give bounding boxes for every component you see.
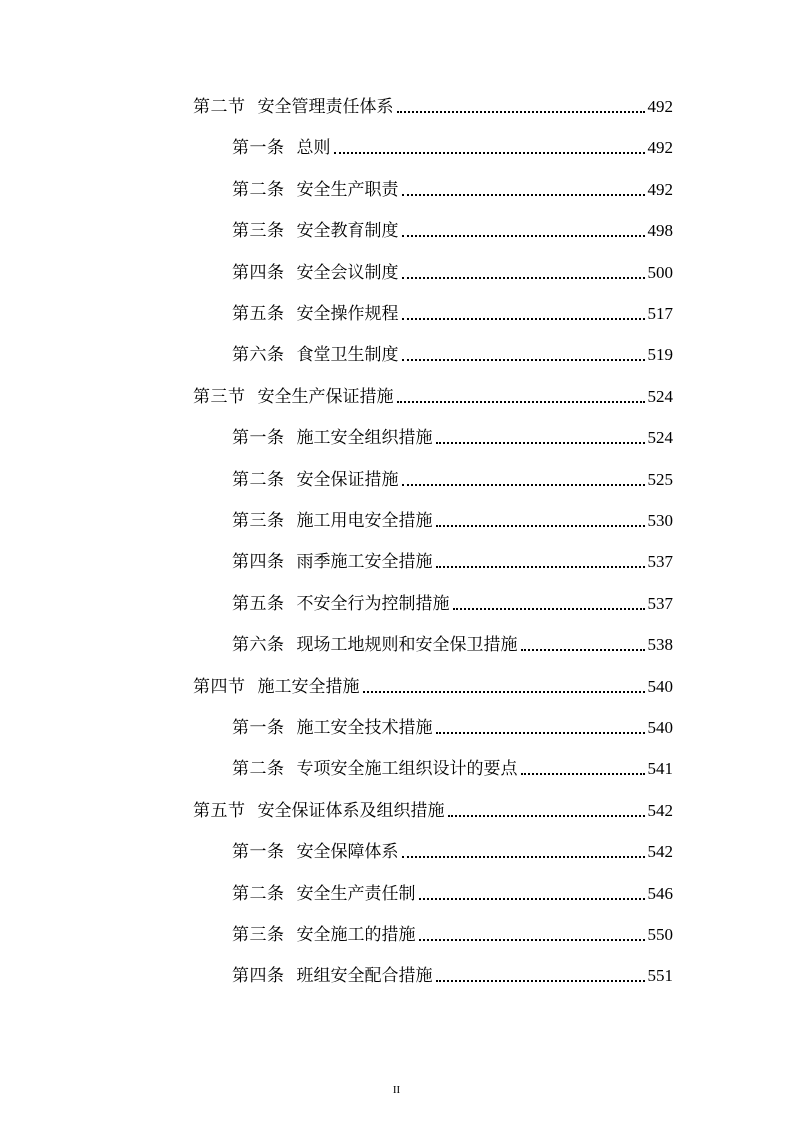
toc-section-3[interactable] — [193, 379, 673, 407]
dot-leader — [334, 152, 645, 154]
dot-leader — [402, 277, 645, 279]
toc-entry-title: 安全保证措施 — [296, 469, 399, 490]
toc-entry-page: 525 — [647, 469, 673, 489]
toc-entry-number: 第六条 — [232, 345, 285, 366]
toc-entry-title: 施工安全组织措施 — [296, 428, 433, 449]
toc-entry-number: 第四条 — [232, 966, 285, 987]
page-number: II — [392, 1084, 401, 1096]
toc-section-2[interactable] — [193, 89, 673, 117]
toc-entry-page: 492 — [647, 138, 673, 158]
toc-entry-number: 第四条 — [232, 552, 285, 573]
toc-entry-number: 第四节 — [193, 676, 246, 697]
dot-leader — [436, 566, 645, 568]
toc-article-5[interactable] — [232, 296, 673, 324]
toc-entry-number: 第二条 — [232, 469, 285, 490]
dot-leader — [402, 359, 645, 361]
toc-entry-title: 专项安全施工组织设计的要点 — [296, 759, 518, 780]
dot-leader — [397, 401, 645, 403]
dot-leader — [402, 235, 645, 237]
toc-article-4[interactable] — [232, 958, 673, 986]
toc-article-3[interactable] — [232, 503, 673, 531]
dot-leader — [363, 691, 645, 693]
toc-entry-page: 538 — [647, 635, 673, 655]
dot-leader — [419, 939, 645, 941]
toc-entry-number: 第一条 — [232, 138, 285, 159]
toc-article-5[interactable] — [232, 586, 673, 614]
toc-article-1[interactable] — [232, 130, 673, 158]
dot-leader — [397, 111, 645, 113]
toc-entry-page: 498 — [647, 221, 673, 241]
toc-entry-title: 安全生产职责 — [296, 179, 399, 200]
dot-leader — [436, 732, 645, 734]
dot-leader — [419, 898, 645, 900]
toc-article-3[interactable] — [232, 917, 673, 945]
toc-entry-title: 安全保障体系 — [296, 842, 399, 863]
toc-article-2[interactable] — [232, 751, 673, 779]
toc-entry-number: 第二条 — [232, 179, 285, 200]
toc-entry-title: 施工安全措施 — [257, 676, 360, 697]
toc-article-1[interactable] — [232, 420, 673, 448]
toc-entry-title: 安全会议制度 — [296, 262, 399, 283]
toc-entry-number: 第一条 — [232, 842, 285, 863]
toc-entry-title: 雨季施工安全措施 — [296, 552, 433, 573]
toc-entry-number: 第三条 — [232, 925, 285, 945]
toc-entry-page: 542 — [647, 800, 673, 820]
toc-entry-page: 530 — [647, 511, 673, 530]
toc-entry-page: 546 — [647, 883, 673, 903]
toc-article-2[interactable] — [232, 172, 673, 200]
toc-entry-page: 517 — [647, 304, 673, 323]
dot-leader — [436, 980, 645, 982]
toc-entry-number: 第一条 — [232, 428, 285, 449]
toc-entry-page: 492 — [647, 179, 673, 199]
dot-leader — [402, 484, 645, 486]
toc-entry-number: 第五条 — [232, 593, 285, 614]
toc-entry-number: 第五节 — [193, 800, 246, 821]
toc-entry-title: 总则 — [296, 138, 331, 159]
toc-entry-page: 551 — [647, 966, 673, 986]
dot-leader — [436, 442, 645, 444]
toc-article-3[interactable] — [232, 213, 673, 241]
toc-section-5[interactable] — [193, 793, 673, 821]
dot-leader — [453, 608, 645, 610]
toc-entry-page: 550 — [647, 925, 673, 944]
dot-leader — [402, 856, 645, 858]
toc-entry-title: 安全管理责任体系 — [257, 97, 394, 117]
toc-entry-title: 食堂卫生制度 — [296, 345, 399, 366]
toc-entry-page: 519 — [647, 345, 673, 365]
toc-article-4[interactable] — [232, 544, 673, 572]
toc-entry-page: 492 — [647, 97, 673, 116]
toc-entry-number: 第二条 — [232, 883, 285, 904]
toc-article-6[interactable] — [232, 627, 673, 655]
toc-article-4[interactable] — [232, 255, 673, 283]
toc-entry-number: 第五条 — [232, 304, 285, 324]
toc-entry-page: 540 — [647, 676, 673, 696]
toc-entry-page: 537 — [647, 593, 673, 613]
toc-entry-title: 安全生产责任制 — [296, 883, 416, 904]
dot-leader — [402, 194, 645, 196]
toc-entry-number: 第四条 — [232, 262, 285, 283]
toc-entry-title: 施工用电安全措施 — [296, 511, 433, 531]
toc-entry-page: 524 — [647, 428, 673, 448]
toc-entry-page: 541 — [647, 759, 673, 779]
toc-entry-title: 施工安全技术措施 — [296, 718, 433, 738]
dot-leader — [521, 773, 645, 775]
toc-entry-title: 现场工地规则和安全保卫措施 — [296, 635, 518, 656]
dot-leader — [448, 815, 645, 817]
toc-entry-title: 安全教育制度 — [296, 221, 399, 242]
toc-entry-title: 安全生产保证措施 — [257, 386, 394, 407]
toc-entry-title: 不安全行为控制措施 — [296, 593, 450, 614]
toc-entry-page: 524 — [647, 386, 673, 406]
toc-entry-page: 542 — [647, 842, 673, 862]
toc-entry-number: 第二节 — [193, 97, 246, 117]
toc-entry-title: 安全施工的措施 — [296, 925, 416, 945]
dot-leader — [521, 649, 645, 651]
toc-entry-number: 第六条 — [232, 635, 285, 656]
dot-leader — [402, 318, 645, 320]
toc-article-1[interactable] — [232, 710, 673, 738]
toc-entry-title: 安全操作规程 — [296, 304, 399, 324]
toc-section-4[interactable] — [193, 669, 673, 697]
toc-entry-page: 540 — [647, 718, 673, 737]
toc-article-6[interactable] — [232, 337, 673, 365]
toc-entry-number: 第三条 — [232, 511, 285, 531]
toc-entry-number: 第二条 — [232, 759, 285, 780]
toc-entry-title: 安全保证体系及组织措施 — [257, 800, 445, 821]
dot-leader — [436, 525, 645, 527]
toc-entry-number: 第三节 — [193, 386, 246, 407]
toc-entry-title: 班组安全配合措施 — [296, 966, 433, 987]
toc-article-2[interactable] — [232, 876, 673, 904]
toc-entry-number: 第一条 — [232, 718, 285, 738]
toc-article-2[interactable] — [232, 462, 673, 490]
toc-entry-number: 第三条 — [232, 221, 285, 242]
toc-entry-page: 500 — [647, 262, 673, 282]
toc-article-1[interactable] — [232, 834, 673, 862]
toc-entry-page: 537 — [647, 552, 673, 572]
